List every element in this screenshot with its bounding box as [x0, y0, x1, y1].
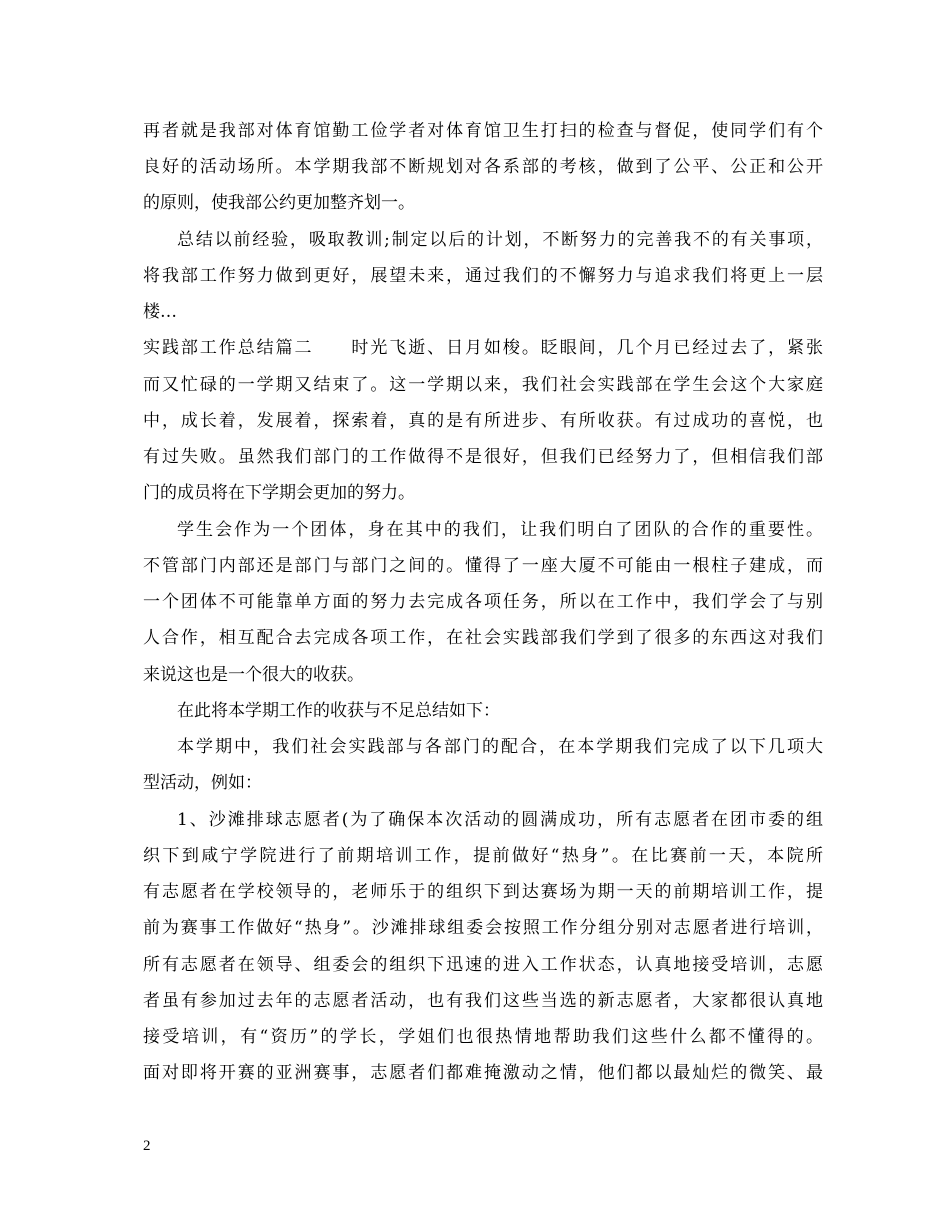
text-line: 本学期中，我们社会实践部与各部门的配合，在本学期我们完成了以下几项大: [177, 737, 823, 757]
text-line: 人合作，相互配合去完成各项工作，在社会实践部我们学到了很多的东西这对我们: [143, 628, 823, 648]
text-line: 不管部门内部还是部门与部门之间的。懂得了一座大厦不可能由一根柱子建成，而: [143, 556, 823, 576]
text-line: 中，成长着，发展着，探索着，真的是有所进步、有所收获。有过成功的喜悦，也: [143, 411, 823, 431]
text-line: 在此将本学期工作的收获与不足总结如下：: [177, 701, 500, 721]
text-line: 有过失败。虽然我们部门的工作做得不是很好，但我们已经努力了，但相信我们部: [143, 447, 823, 467]
text-line: 再者就是我部对体育馆勤工俭学者对体育馆卫生打扫的检查与督促，使同学们有个: [143, 121, 823, 141]
text-line: 总结以前经验，吸取教训;制定以后的计划，不断努力的完善我不的有关事项，: [177, 230, 823, 250]
text-line: 接受培训，有“资历”的学长，学姐们也很热情地帮助我们这些什么都不懂得的。: [143, 1027, 823, 1047]
text-line: 将我部工作努力做到更好，展望未来，通过我们的不懈努力与追求我们将更上一层: [143, 266, 823, 286]
text-line: 面对即将开赛的亚洲赛事，志愿者们都难掩激动之情，他们都以最灿烂的微笑、最: [143, 1063, 823, 1083]
text-line: 织下到咸宁学院进行了前期培训工作，提前做好“热身”。在比赛前一天，本院所: [143, 846, 823, 866]
text-line: 有志愿者在学校领导的，老师乐于的组织下到达赛场为期一天的前期培训工作，提: [143, 882, 823, 902]
text-line: 所有志愿者在领导、组委会的组织下迅速的进入工作状态，认真地接受培训，志愿: [143, 955, 823, 975]
text-line: 前为赛事工作做好“热身”。沙滩排球组委会按照工作分组分别对志愿者进行培训，: [143, 918, 823, 938]
text-line: 来说这也是一个很大的收获。: [143, 665, 364, 685]
text-line: 楼…: [143, 302, 177, 322]
text-line: 学生会作为一个团体，身在其中的我们，让我们明白了团队的合作的重要性。: [177, 520, 823, 540]
text-line: 者虽有参加过去年的志愿者活动，也有我们这些当选的新志愿者，大家都很认真地: [143, 991, 823, 1011]
text-line: 而又忙碌的一学期又结束了。这一学期以来，我们社会实践部在学生会这个大家庭: [143, 375, 823, 395]
text-line: 型活动，例如：: [143, 773, 262, 793]
text-line: 1、沙滩排球志愿者(为了确保本次活动的圆满成功，所有志愿者在团市委的组: [177, 810, 823, 830]
text-line: 的原则，使我部公约更加整齐划一。: [143, 193, 415, 213]
page-number: 2: [143, 1138, 151, 1154]
text-line: 实践部工作总结篇二 时光飞逝、日月如梭。眨眼间，几个月已经过去了，紧张: [143, 338, 823, 358]
text-line: 一个团体不可能靠单方面的努力去完成各项任务，所以在工作中，我们学会了与别: [143, 592, 823, 612]
text-line: 门的成员将在下学期会更加的努力。: [143, 483, 415, 503]
text-line: 良好的活动场所。本学期我部不断规划对各系部的考核，做到了公平、公正和公开: [143, 157, 823, 177]
